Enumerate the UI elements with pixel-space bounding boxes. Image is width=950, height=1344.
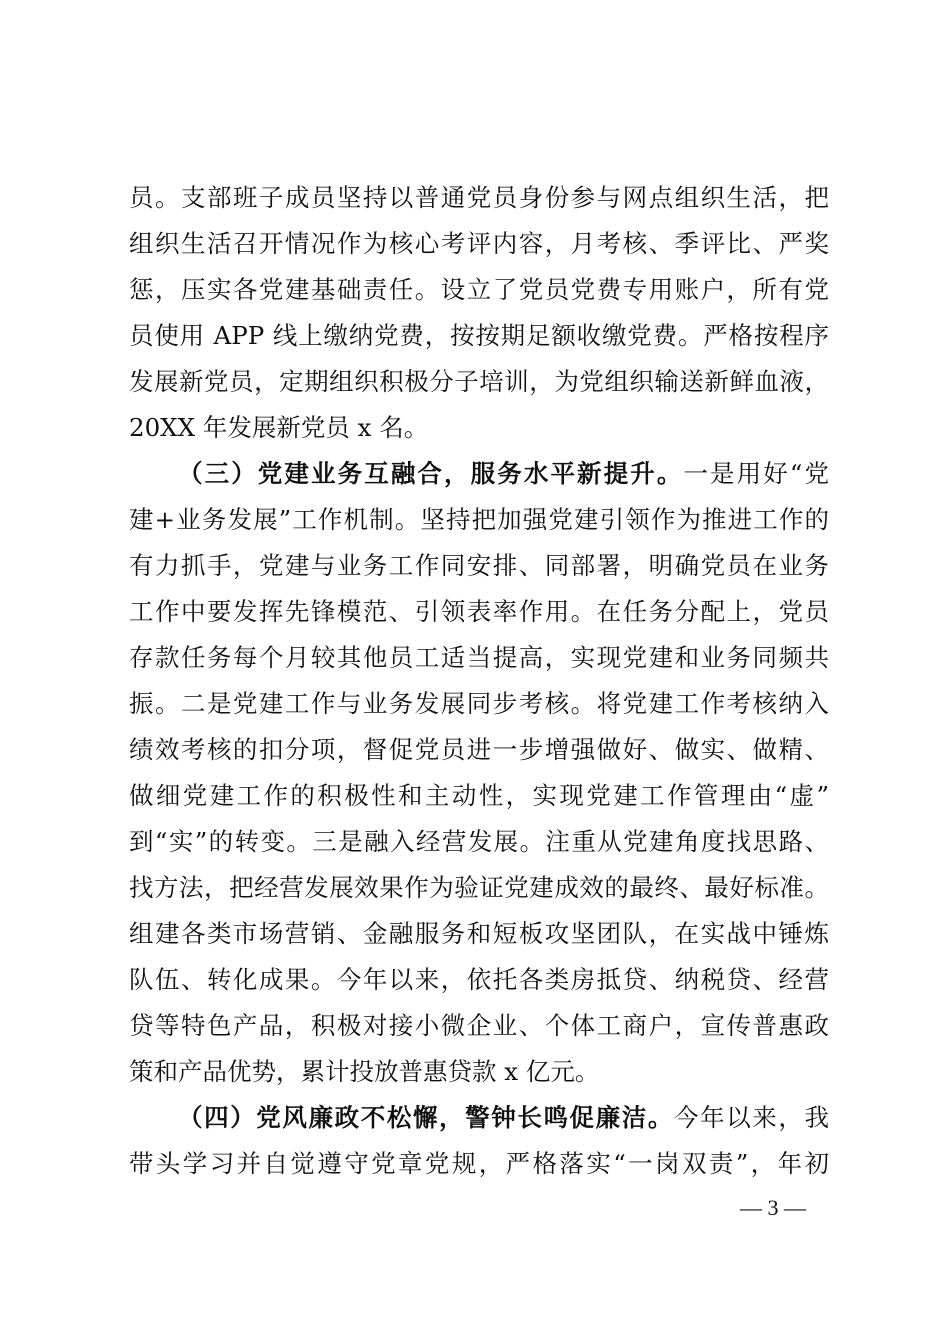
body-text-line: 20XX 年发展新党员 x 名。 [129,413,429,442]
body-text-line: 员使用 APP 线上缴纳党费，按按期足额收缴党费。严格按程序 [129,321,829,350]
body-text-line: 建+业务发展”工作机制。坚持把加强党建引领作为推进工作的 [129,505,829,534]
body-text-line: 贷等特色产品，积极对接小微企业、个体工商户，宣传普惠政 [129,1011,829,1040]
body-text-line: 有力抓手，党建与业务工作同安排、同部署，明确党员在业务 [129,551,829,580]
section-heading-4: （四）党风廉政不松懈，警钟长鸣促廉洁。 [178,1103,674,1132]
body-text-line: 策和产品优势，累计投放普惠贷款 x 亿元。 [129,1057,600,1086]
body-text-line: 队伍、转化成果。今年以来，依托各类房抵贷、纳税贷、经营 [129,965,829,994]
body-text-line: 振。二是党建工作与业务发展同步考核。将党建工作考核纳入 [129,689,829,718]
section-heading-line [178,1100,829,1136]
body-text-span: 今年以来，我 [673,1103,830,1132]
body-text-line: 员。支部班子成员坚持以普通党员身份参与网点组织生活，把 [129,183,829,212]
section-heading-line [178,456,829,492]
body-text-line: 做细党建工作的积极性和主动性，实现党建工作管理由“虚” [129,781,829,810]
body-text-line: 组建各类市场营销、金融服务和短板攻坚团队，在实战中锤炼 [129,919,829,948]
body-text-line: 找方法，把经营发展效果作为验证党建成效的最终、最好标准。 [129,873,829,902]
body-text-line: 绩效考核的扣分项，督促党员进一步增强做好、做实、做精、 [129,735,829,764]
body-text-span: 一是用好“党 [683,459,829,488]
body-text-line: 存款任务每个月较其他员工适当提高，实现党建和业务同频共 [129,643,829,672]
body-text-line: 工作中要发挥先锋模范、引领表率作用。在任务分配上，党员 [129,597,829,626]
body-text-line: 组织生活召开情况作为核心考评内容，月考核、季评比、严奖 [129,229,829,258]
body-text-line: 到“实”的转变。三是融入经营发展。注重从党建角度找思路、 [129,827,829,856]
body-text-line: 带头学习并自觉遵守党章党规，严格落实“一岗双责”，年初 [129,1149,829,1178]
body-text-line: 惩，压实各党建基础责任。设立了党员党费专用账户，所有党 [129,275,829,304]
section-heading-3: （三）党建业务互融合，服务水平新提升。 [178,459,684,488]
page-number: — 3 — [740,1195,806,1220]
body-text-line: 发展新党员，定期组织积极分子培训，为党组织输送新鲜血液， [129,367,829,396]
